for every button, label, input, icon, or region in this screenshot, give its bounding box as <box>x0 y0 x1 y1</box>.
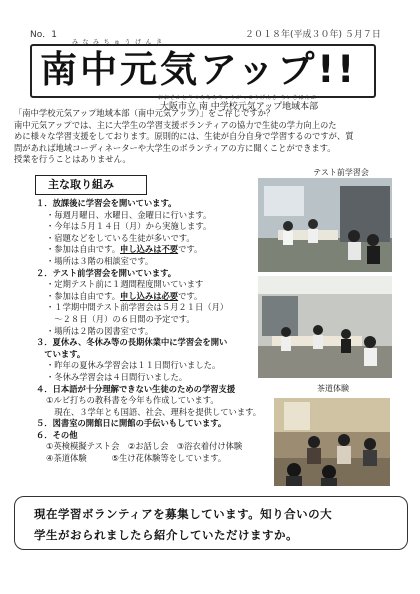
tea-ceremony-picture <box>274 398 390 486</box>
photo-caption: テスト前学習会 <box>313 168 369 177</box>
item-heading: ３．夏休み、冬休み等の長期休業中に学習会を開い <box>36 337 228 348</box>
organization-name: 大阪市立 南 中学校元気アップ地域本部 <box>160 102 319 112</box>
banner-line: 現在学習ボランティアを募集しています。知り合いの大 <box>34 507 333 521</box>
registration-note: 申し込みは必要 <box>120 290 179 301</box>
study-room-picture <box>258 178 392 272</box>
item-detail: ④茶道体験 ⑤生け花体験等をしています。 <box>46 453 227 464</box>
photo-caption: 茶道体験 <box>317 384 349 393</box>
banner-line: 学生がおられましたら紹介していただけますか。 <box>34 528 298 542</box>
intro-line: 授業を行うことはありません。 <box>14 154 131 164</box>
item-heading: ５．図書室の開館日に開館の手伝いもしています。 <box>36 418 227 429</box>
intro-line: 南中元気アップでは、主に大学生の学習支援ボランティアの協力で生徒の学力向上のた <box>14 119 337 130</box>
item-detail <box>36 244 266 256</box>
item-detail: ①ルビ打ちの教科書を今年も作成しています。 <box>46 395 219 406</box>
library-picture <box>258 276 392 378</box>
item-detail <box>36 291 266 303</box>
detail-text: です。 <box>178 290 203 301</box>
newsletter-title: 南中元気アップ!! <box>40 48 358 91</box>
item-heading: ４．日本語が十分理解できない生徒のための学習支援 <box>36 383 236 394</box>
intro-line: 問があれば地域コーディネーターや大学生のボランティアの方に聞くことができます。 <box>14 142 336 153</box>
issue-number: No．1 <box>30 30 57 40</box>
item-detail: ・定期テスト前に１週間程度開いています <box>46 279 204 290</box>
item-detail: ・昨年の夏休み学習会は１１日間行いました。 <box>46 360 221 371</box>
item-detail: ・場所は３階の相談室です。 <box>46 255 154 266</box>
detail-text: です。 <box>178 244 203 255</box>
item-detail: ～２８日（月）の６日間の予定です。 <box>46 313 195 324</box>
item-heading: ６．その他 <box>36 429 78 440</box>
issue-date: ２０１８年(平成３０年) ５月７日 <box>245 30 381 40</box>
item-detail: 現在、３学年とも国語、社会、理科を提供しています。 <box>46 406 262 417</box>
detail-text: ・参加は自由です。 <box>46 290 121 301</box>
item-detail: ・１学期中間テスト前学習会は５月２１日（月） <box>46 302 229 313</box>
section-title: 主な取り組み <box>48 178 114 191</box>
item-detail: ・宿題などをしている生徒が多いです。 <box>46 232 195 243</box>
item-detail: ・毎週月曜日、水曜日、金曜日に行います。 <box>46 209 212 220</box>
intro-paragraph <box>14 108 412 166</box>
item-detail: ・今年は５月１４日（月）から実施します。 <box>46 221 212 232</box>
study-session-photo-2 <box>258 276 392 378</box>
item-heading: ２．テスト前学習会を開いています。 <box>36 267 177 278</box>
intro-line: 「南中学校元気アップ地域本部（南中元気アップ）」をご存じですか？ <box>14 108 275 118</box>
item-detail: ・冬休み学習会は４日間行いました。 <box>46 371 188 382</box>
study-session-photo-1 <box>258 178 392 272</box>
item-heading: ています。 <box>36 348 86 359</box>
volunteer-message <box>34 504 394 546</box>
tea-ceremony-photo <box>274 398 390 486</box>
item-heading: １．放課後に学習会を開いています。 <box>36 198 177 208</box>
intro-line: めに様々な学習支援をしております。原則的には、生徒が自分自身で学習するのですが、質 <box>14 131 354 141</box>
activity-list <box>36 198 266 465</box>
item-detail: ・場所は２階の図書室です。 <box>46 325 154 336</box>
registration-note: 申し込みは不要 <box>120 244 179 255</box>
item-detail: ①英検模擬テスト会 ②お話し会 ③浴衣着付け体験 <box>46 441 243 452</box>
org-ruby: おおさかしりつみなみちゅうがっこうげんき ちいきほんぶ <box>158 95 317 101</box>
detail-text: ・参加は自由です。 <box>46 244 121 255</box>
title-ruby: みなみちゅうげんき <box>72 39 167 46</box>
